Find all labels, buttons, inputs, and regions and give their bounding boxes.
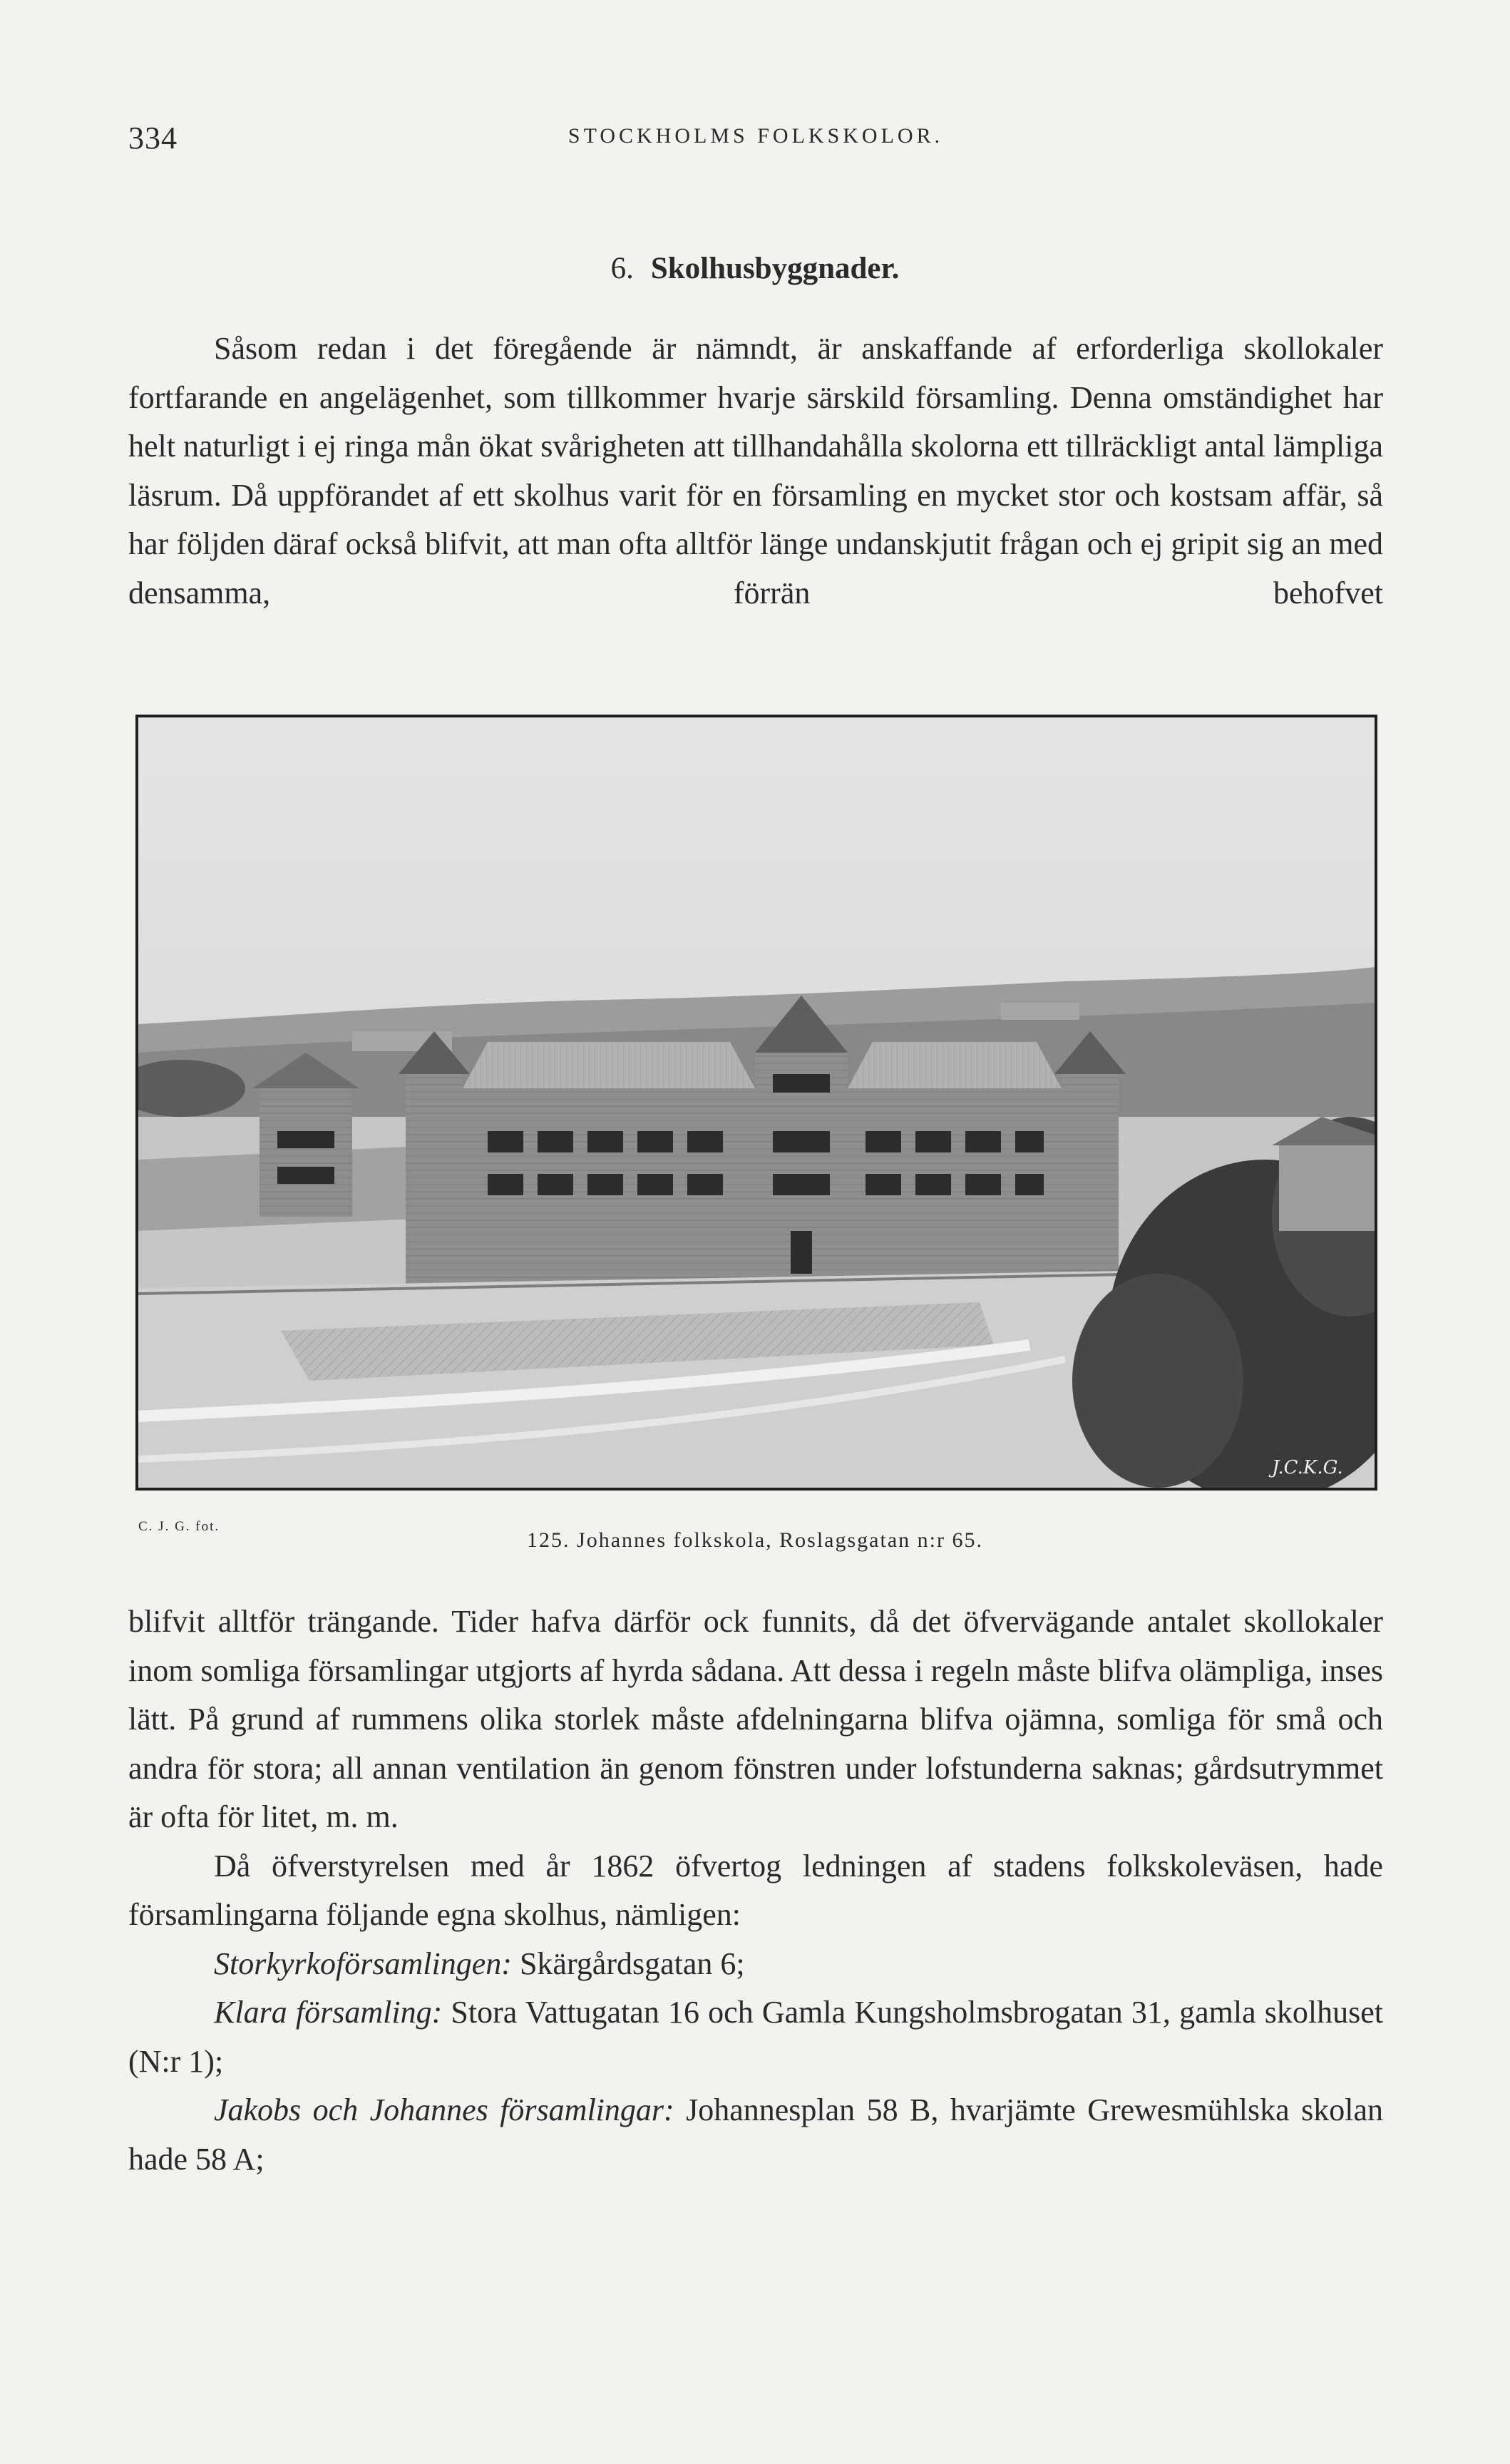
running-head	[128, 120, 1383, 163]
paragraph-3: Då öfverstyrelsen med år 1862 öfvertog ledningen af stadens folkskoleväsen, hade församlingarna följande egna skolhus, nämligen:	[128, 1848, 1383, 1932]
school-entry	[128, 1940, 1383, 1989]
paragraph-2: blifvit alltför trängande. Tider hafva därför ock funnits, då det öfvervägande antalet skollokaler inom somliga församlingar utgjorts af hyrda sådana. Att dessa i regeln måste blifva olämpliga, inses lätt. På grund af rummens olika storlek måste afdelningarna blifva ojämna, somliga för små och andra för stora; all annan ventilation än genom fönstren under lofstunderna saknas; gårdsutrymmet är ofta för litet, m. m.	[128, 1604, 1383, 1834]
running-title: STOCKHOLMS FOLKSKOLOR.	[567, 124, 944, 148]
parish-name: Storkyrkoförsamlingen:	[214, 1946, 512, 1981]
photo-signature: J.C.K.G.	[1272, 1457, 1343, 1478]
school-photograph	[135, 715, 1377, 1491]
parish-name: Klara församling:	[214, 1995, 443, 2030]
school-address: Skärgårdsgatan 6;	[519, 1946, 745, 1981]
school-address: Stora Vattugatan 16 och Gamla Kungsholmsbrogatan 31, gamla skolhuset (N:r 1);	[128, 1995, 1383, 2079]
school-entry	[128, 2086, 1383, 2184]
paragraph-1: Såsom redan i det föregående är nämndt, är anskaffande af erforderliga skollokaler fortfarande en angelägenhet, som tillkommer hvarje särskild församling. Denna omständighet har helt naturligt i ej ringa mån ökat svårigheten att tillhandahålla skolorna ett tillräckligt antal lämpliga läsrum. Då uppförandet af ett skolhus varit för en församling en mycket stor och kostsam affär, så har följden däraf också blifvit, att man ofta alltför länge undanskjutit frågan och ej gripit sig an med densamma, förrän behofvet	[128, 331, 1383, 610]
section-title: Skolhusbyggnader.	[650, 252, 900, 285]
school-address: Johannesplan 58 B, hvarjämte Grewesmühlska skolan hade 58 A;	[128, 2092, 1383, 2177]
school-entry	[128, 1988, 1383, 2086]
body-text-bottom	[128, 1597, 1383, 2184]
section-number: 6.	[610, 252, 634, 285]
body-text-top	[128, 324, 1383, 618]
section-heading	[0, 251, 1510, 286]
parish-name: Jakobs och Johannes församlingar:	[214, 2092, 674, 2127]
page-number: 334	[128, 121, 178, 155]
figure-caption: 125. Johannes folkskola, Roslagsgatan n:r 65.	[527, 1528, 983, 1552]
school-photo-illustration	[138, 717, 1375, 1488]
photo-credit: C. J. G. fot.	[138, 1519, 220, 1534]
